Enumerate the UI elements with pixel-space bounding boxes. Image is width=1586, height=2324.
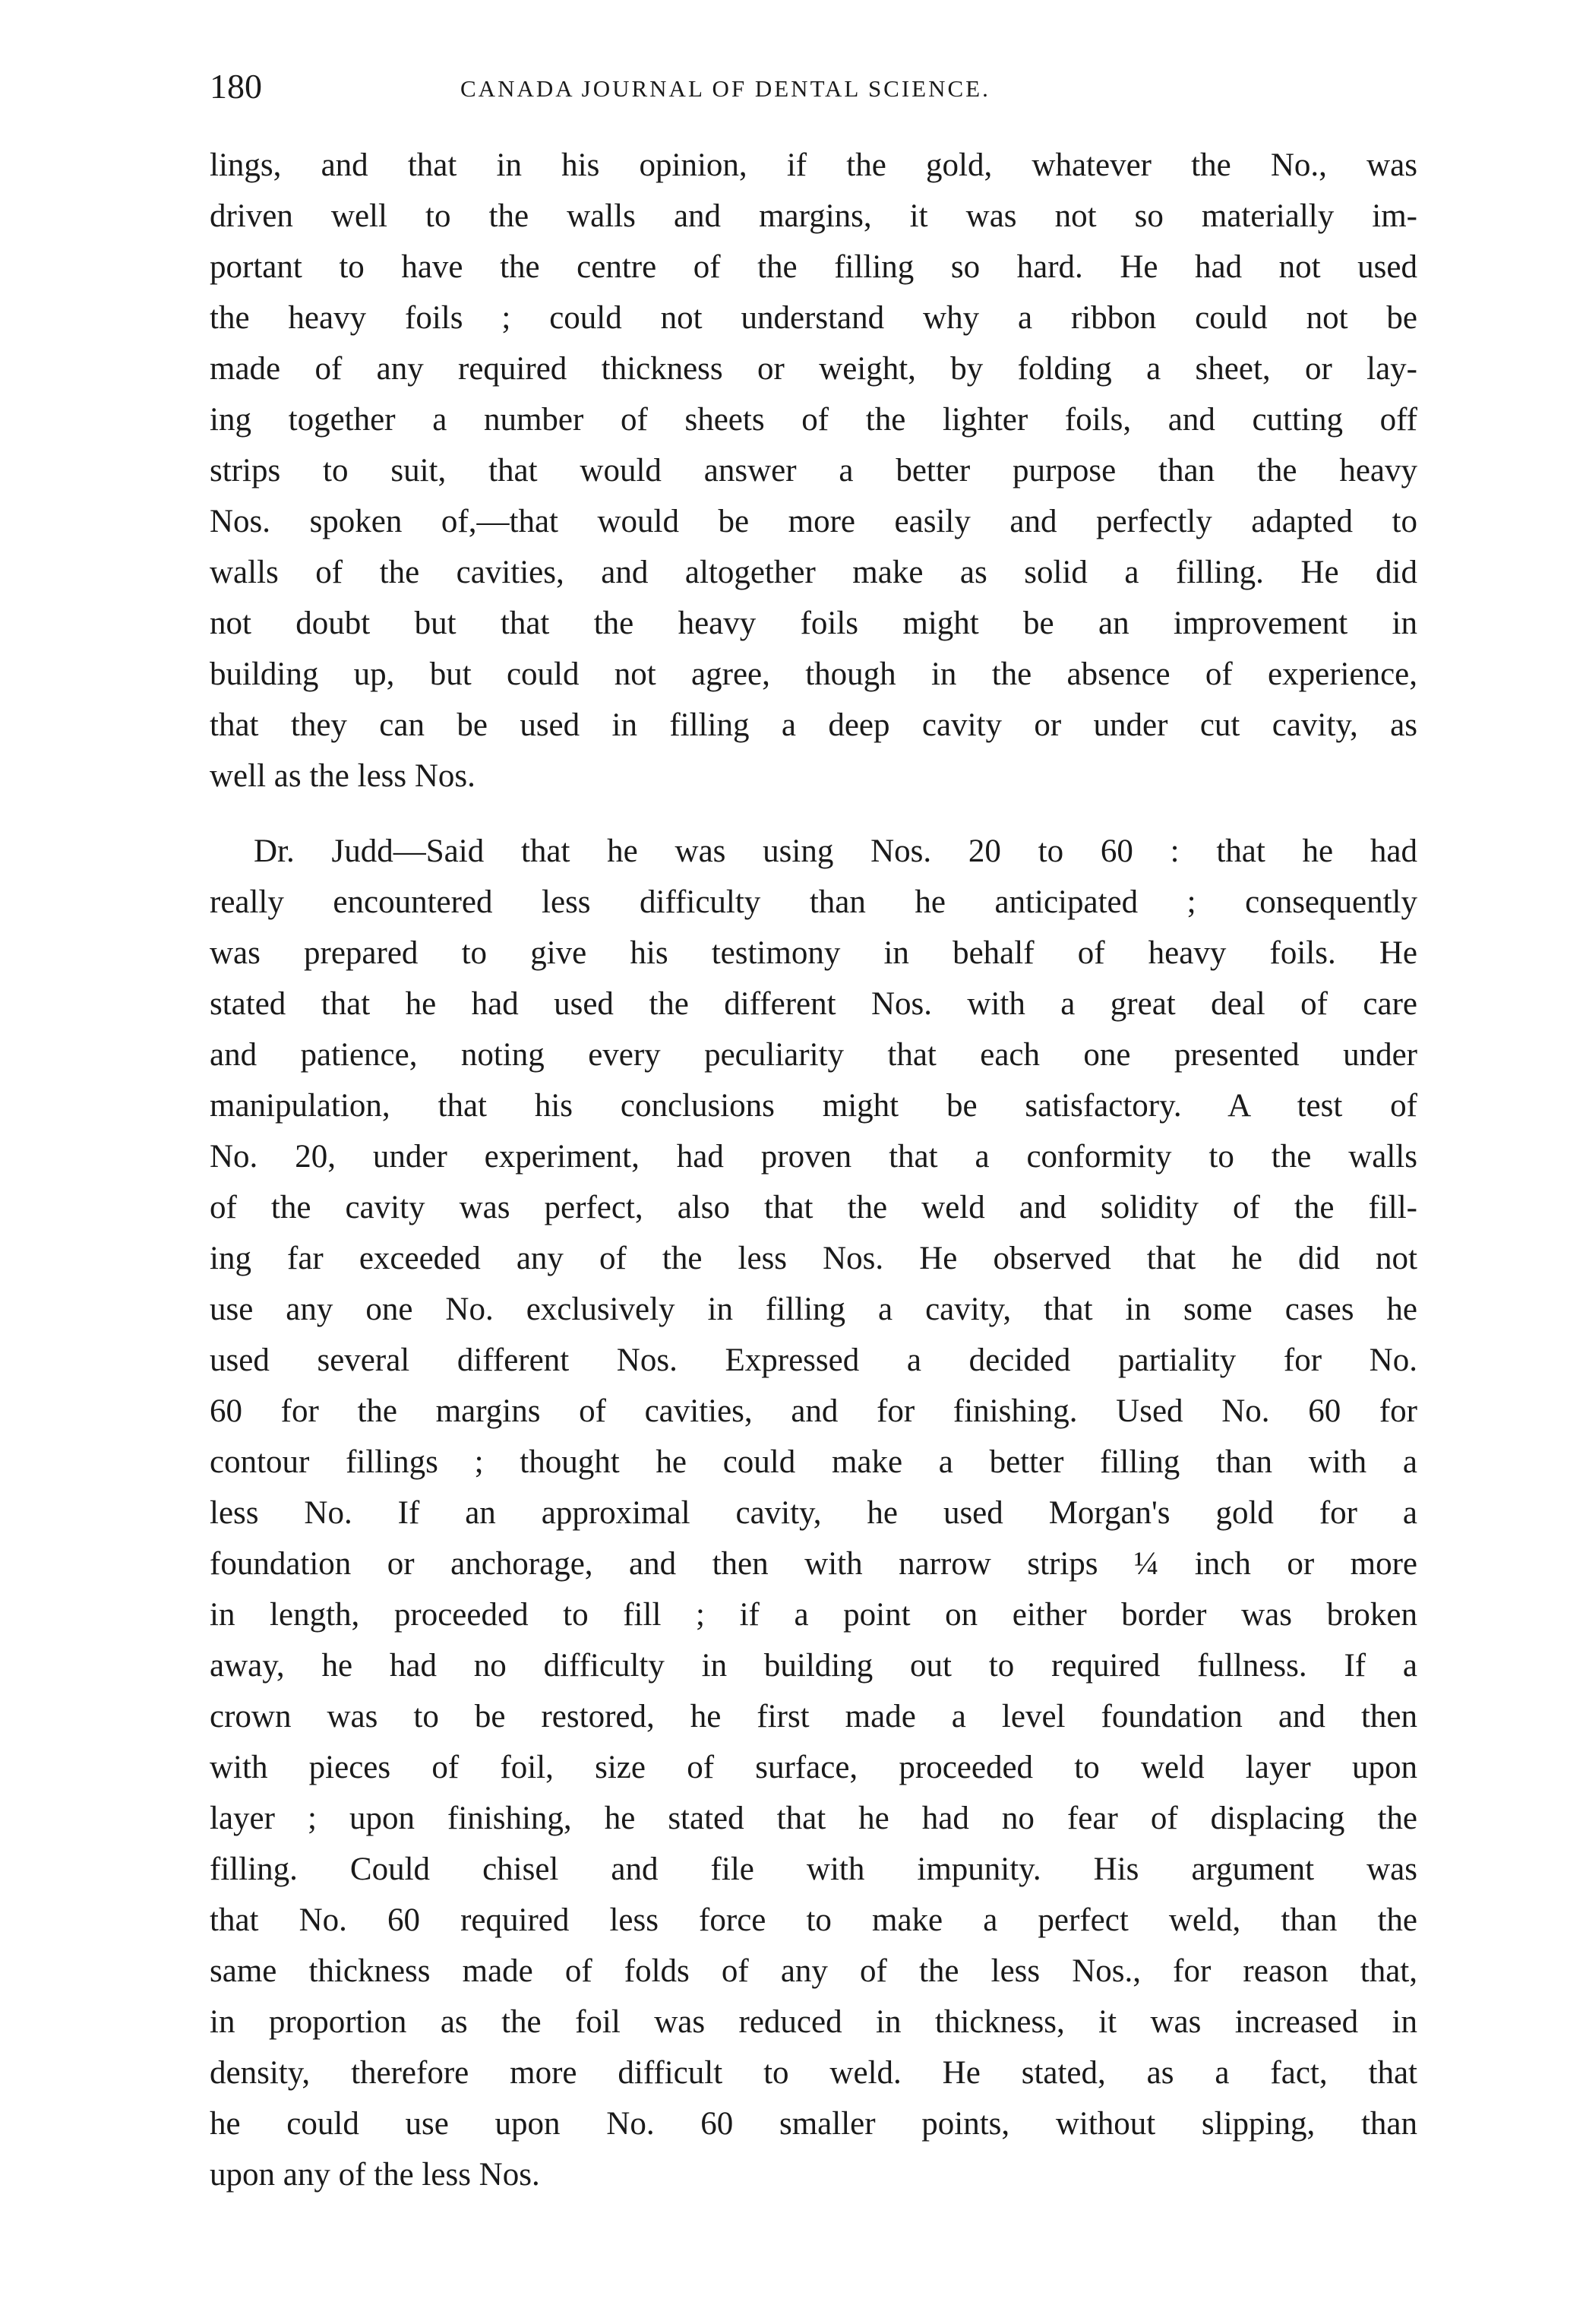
text-line: portant to have the centre of the filling so hard. He had not used <box>210 249 1417 285</box>
paragraph-gap <box>210 802 1417 826</box>
text-line: Nos. spoken of,—that would be more easily and perfectly adapted to <box>210 504 1417 539</box>
text-line: and patience, noting every peculiarity that each one presented under <box>210 1037 1417 1073</box>
text-line: not doubt but that the heavy foils might be an improvement in <box>210 606 1417 641</box>
text-line: filling. Could chisel and file with impunity. His argument was <box>210 1851 1417 1887</box>
text-line: walls of the cavities, and altogether make as solid a filling. He did <box>210 555 1417 590</box>
text-line: he could use upon No. 60 smaller points, without slipping, than <box>210 2106 1417 2142</box>
text-line: away, he had no difficulty in building out to required fullness. If a <box>210 1648 1417 1684</box>
text-line: Dr. Judd—Said that he was using Nos. 20 to 60 : that he had <box>254 833 1417 869</box>
text-line: upon any of the less Nos. <box>210 2157 540 2193</box>
text-line: in length, proceeded to fill ; if a point on either border was broken <box>210 1597 1417 1633</box>
text-line: layer ; upon finishing, he stated that he had no fear of displacing the <box>210 1801 1417 1836</box>
page-number: 180 <box>210 67 262 106</box>
text-line: that they can be used in filling a deep cavity or under cut cavity, as <box>210 707 1417 743</box>
text-line: was prepared to give his testimony in behalf of heavy foils. He <box>210 935 1417 971</box>
text-line: ing far exceeded any of the less Nos. He observed that he did not <box>210 1241 1417 1276</box>
text-line: of the cavity was perfect, also that the weld and solidity of the fill- <box>210 1190 1417 1225</box>
text-line: foundation or anchorage, and then with narrow strips ¼ inch or more <box>210 1546 1417 1582</box>
text-line: made of any required thickness or weight, by folding a sheet, or lay- <box>210 351 1417 387</box>
text-line: contour fillings ; thought he could make a better filling than with a <box>210 1444 1417 1480</box>
paragraph-dr-judd <box>210 826 1417 2200</box>
running-head <box>210 64 1417 117</box>
text-line: 60 for the margins of cavities, and for finishing. Used No. 60 for <box>210 1393 1417 1429</box>
text-line: manipulation, that his conclusions might be satisfactory. A test of <box>210 1088 1417 1124</box>
text-line: that No. 60 required less force to make a perfect weld, than the <box>210 1902 1417 1938</box>
text-line: lings, and that in his opinion, if the gold, whatever the No., was <box>210 147 1417 183</box>
text-line: building up, but could not agree, though in the absence of experience, <box>210 656 1417 692</box>
text-line: less No. If an approximal cavity, he used Morgan's gold for a <box>210 1495 1417 1531</box>
text-line: well as the less Nos. <box>210 758 475 794</box>
text-line: crown was to be restored, he first made a level foundation and then <box>210 1699 1417 1734</box>
text-line: driven well to the walls and margins, it was not so materially im- <box>210 198 1417 234</box>
text-line: used several different Nos. Expressed a decided partiality for No. <box>210 1342 1417 1378</box>
text-line: really encountered less difficulty than he anticipated ; consequently <box>210 884 1417 920</box>
text-line: strips to suit, that would answer a better purpose than the heavy <box>210 453 1417 489</box>
text-line: same thickness made of folds of any of the less Nos., for reason that, <box>210 1953 1417 1989</box>
text-line: ing together a number of sheets of the lighter foils, and cutting off <box>210 402 1417 438</box>
paragraph-continuation <box>210 140 1417 802</box>
text-line: No. 20, under experiment, had proven that a conformity to the walls <box>210 1139 1417 1175</box>
text-line: with pieces of foil, size of surface, proceeded to weld layer upon <box>210 1750 1417 1785</box>
text-line: stated that he had used the different Nos. with a great deal of care <box>210 986 1417 1022</box>
text-line: density, therefore more difficult to weld. He stated, as a fact, that <box>210 2055 1417 2091</box>
text-line: the heavy foils ; could not understand why a ribbon could not be <box>210 300 1417 336</box>
journal-title: CANADA JOURNAL OF DENTAL SCIENCE. <box>460 75 990 102</box>
text-line: use any one No. exclusively in filling a cavity, that in some cases he <box>210 1292 1417 1327</box>
text-line: in proportion as the foil was reduced in thickness, it was increased in <box>210 2004 1417 2040</box>
body-text <box>210 140 1417 2200</box>
